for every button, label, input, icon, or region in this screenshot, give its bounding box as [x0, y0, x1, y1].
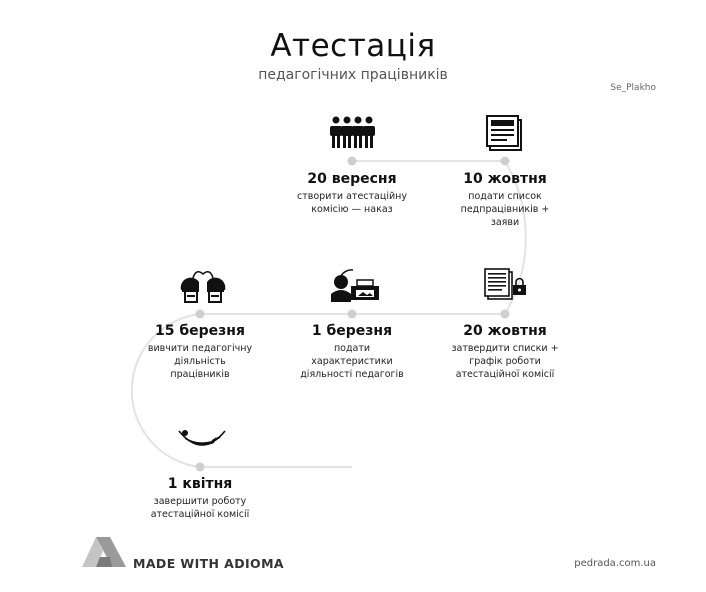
document-icon: [486, 115, 524, 151]
milestone-20-september: [277, 170, 427, 216]
milestone-desc-line: діяльність: [174, 356, 226, 367]
milestone-desc-line: затвердити списки +: [451, 343, 559, 354]
milestone-desc-line: подати: [333, 343, 371, 354]
milestone-desc-line: створити атестаційну: [297, 191, 407, 202]
milestone-description: [277, 342, 427, 381]
timeline-dot-4: [348, 310, 357, 319]
milestone-description: [430, 342, 580, 381]
milestone-date: 15 березня: [155, 323, 245, 339]
milestone-desc-line: діяльності педагогів: [300, 369, 404, 380]
milestone-description: [125, 495, 275, 521]
milestone-description: [277, 190, 427, 216]
timeline-dot-2: [501, 157, 510, 166]
milestone-desc-line: завершити роботу: [153, 496, 247, 507]
timeline-dot-1: [348, 157, 357, 166]
person-printer-icon: [327, 266, 381, 304]
milestone-1-march: [277, 322, 427, 381]
timeline-dot-3: [501, 310, 510, 319]
milestone-date: 20 вересня: [307, 171, 397, 187]
milestone-desc-line: характеристики: [311, 356, 393, 367]
people-group-icon: [327, 116, 379, 150]
milestone-description: [125, 342, 275, 381]
adioma-logo-icon: [80, 535, 128, 569]
timeline-dot-6: [196, 463, 205, 472]
footer-brand: MADE WITH ADIOMA: [133, 556, 284, 571]
milestone-desc-line: заяви: [490, 217, 520, 228]
milestone-date: 20 жовтня: [463, 323, 547, 339]
document-lock-icon: [484, 268, 528, 300]
milestone-desc-line: працівників: [170, 369, 230, 380]
hammock-rest-icon: [176, 425, 228, 457]
page-subtitle: педагогічних працівників: [258, 67, 448, 83]
milestone-10-october: [430, 170, 580, 229]
milestone-20-october: [430, 322, 580, 381]
milestone-description: [430, 190, 580, 229]
milestone-desc-line: подати список: [468, 191, 542, 202]
milestone-date: 1 березня: [311, 323, 393, 339]
two-heads-thinking-icon: [176, 268, 230, 304]
milestone-desc-line: вивчити педагогічну: [147, 343, 253, 354]
page-title: Атестація: [270, 28, 436, 64]
author-credit: Se_Plakho: [610, 83, 656, 93]
milestone-desc-line: атестаційної комісії: [150, 509, 250, 520]
milestone-desc-line: атестаційної комісії: [455, 369, 555, 380]
footer-site[interactable]: pedrada.com.ua: [574, 558, 656, 569]
timeline-dot-5: [196, 310, 205, 319]
milestone-1-april: [125, 475, 275, 521]
milestone-date: 1 квітня: [167, 476, 233, 492]
milestone-15-march: [125, 322, 275, 381]
milestone-desc-line: графік роботи: [469, 356, 541, 367]
milestone-date: 10 жовтня: [463, 171, 547, 187]
milestone-desc-line: педпрацівників +: [460, 204, 550, 215]
milestone-desc-line: комісію — наказ: [311, 204, 393, 215]
